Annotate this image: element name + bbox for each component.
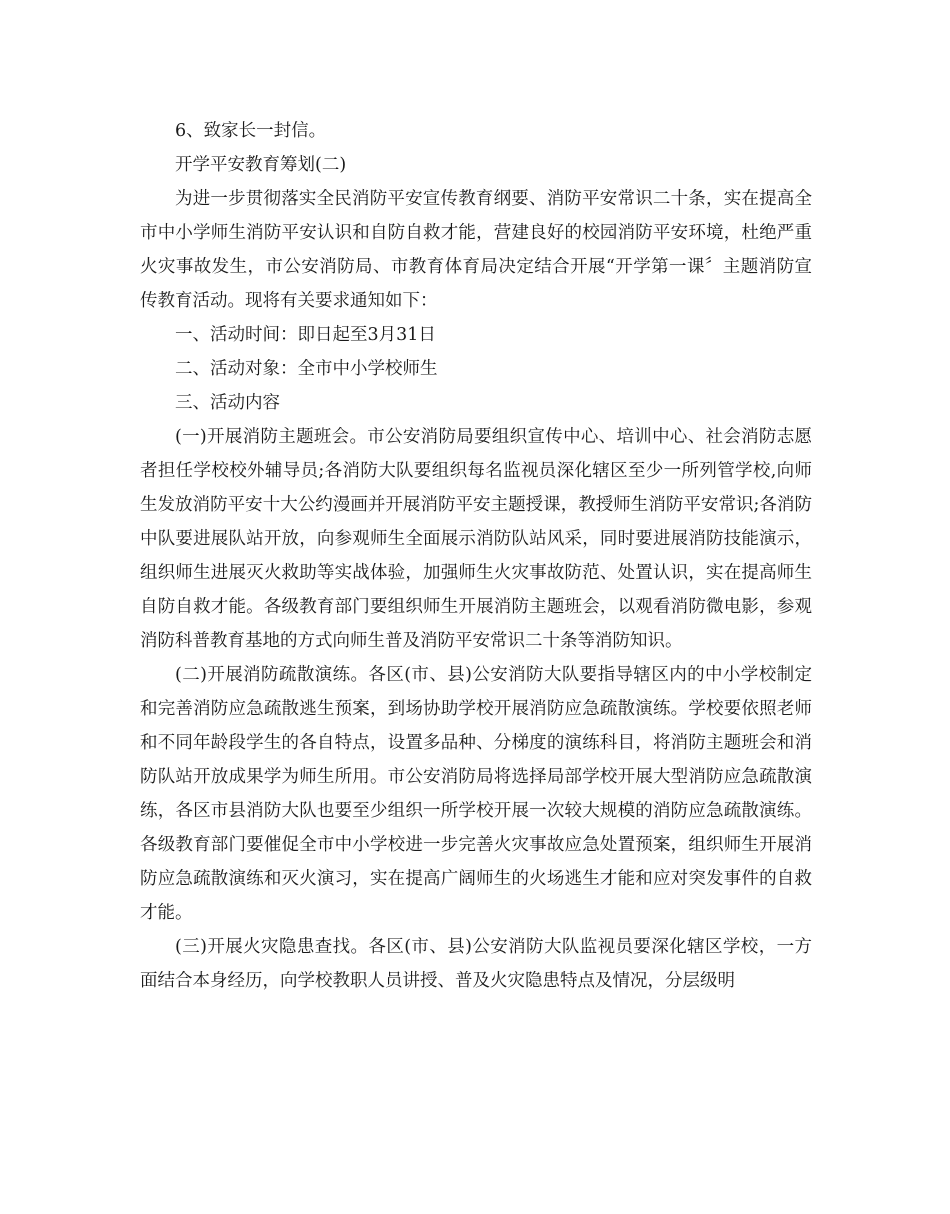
paragraph-activity-target: 二、活动对象：全市中小学校师生	[175, 359, 438, 379]
paragraph-activity-time: 一、活动时间：即日起至3月31日	[175, 325, 436, 345]
document-body	[140, 114, 812, 998]
paragraph-intro: 为进一步贯彻落实全民消防平安宣传教育纲要、消防平安常识二十条，实在提高全市中小学师生消防平安认识和自防自救才能，营建良好的校园消防平安环境，杜绝严重火灾事故发生，市公安消防局、市教育体育局决定结合开展“开学第一课〞主题消防宣传教育活动。现将有关要求通知如下：	[140, 189, 812, 311]
paragraph-list-item-6: 6、致家长一封信。	[175, 121, 327, 141]
paragraph-evacuation-drill: (二)开展消防疏散演练。各区(市、县)公安消防大队要指导辖区内的中小学校制定和完善消防应急疏散逃生预案，到场协助学校开展消防应急疏散演练。学校要依照老师和不同年龄段学生的各自特点，设置多品种、分梯度的演练科目，将消防主题班会和消防队站开放成果学为师生所用。市公安消防局将选择局部学校开展大型消防应急疏散演练，各区市县消防大队也要至少组织一所学校开展一次较大规模的消防应急疏散演练。各级教育部门要催促全市中小学校进一步完善火灾事故应急处置预案，组织师生开展消防应急疏散演练和灭火演习，实在提高广阔师生的火场逃生才能和应对突发事件的自救才能。	[140, 665, 812, 923]
paragraph-activity-content-heading: 三、活动内容	[175, 393, 280, 413]
paragraph-theme-class-meeting: (一)开展消防主题班会。市公安消防局要组织宣传中心、培训中心、社会消防志愿者担任学校校外辅导员;各消防大队要组织每名监视员深化辖区至少一所列管学校,向师生发放消防平安十大公约漫画并开展消防平安主题授课，教授师生消防平安常识;各消防中队要进展队站开放，向参观师生全面展示消防队站风采，同时要进展消防技能演示，组织师生进展灭火救助等实战体验，加强师生火灾事故防范、处置认识，实在提高师生自防自救才能。各级教育部门要组织师生开展消防主题班会，以观看消防微电影，参观消防科普教育基地的方式向师生普及消防平安常识二十条等消防知识。	[140, 427, 812, 651]
paragraph-section-title: 开学平安教育筹划(二)	[175, 155, 347, 175]
paragraph-hazard-inspection: (三)开展火灾隐患查找。各区(市、县)公安消防大队监视员要深化辖区学校，一方面结合本身经历，向学校教职人员讲授、普及火灾隐患特点及情况，分层级明	[140, 937, 812, 991]
